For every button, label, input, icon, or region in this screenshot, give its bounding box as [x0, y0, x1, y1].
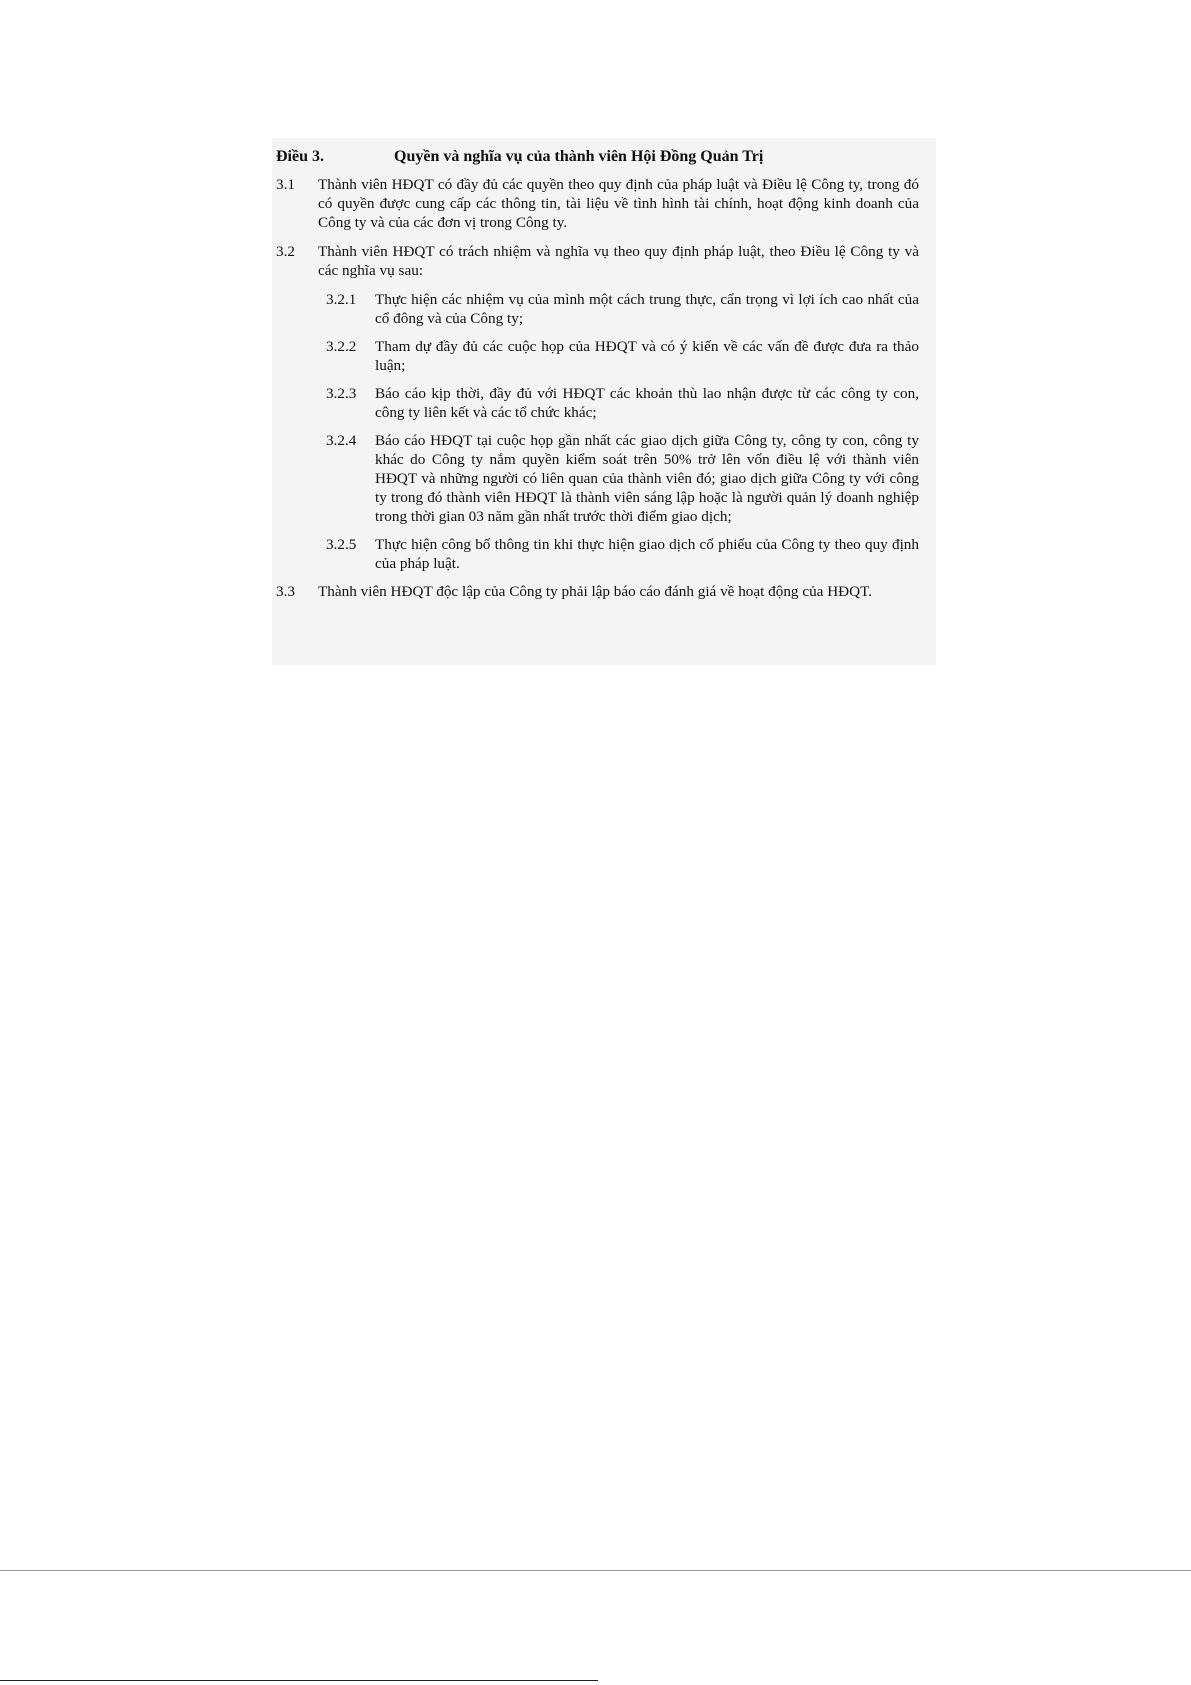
clause-3-2-4: [276, 431, 919, 526]
subclause-number: 3.2.2: [326, 338, 357, 355]
clause-3-2-1: [276, 290, 919, 328]
subclause-number: 3.2.4: [326, 432, 357, 449]
subclause-number: 3.2.5: [326, 536, 357, 553]
clause-text: Thành viên HĐQT độc lập của Công ty phải lập báo cáo đánh giá về hoạt động của HĐQT.: [318, 583, 873, 600]
clause-number: 3.2: [276, 243, 295, 260]
footnote-divider: [0, 1680, 598, 1681]
subclause-number: 3.2.3: [326, 385, 357, 402]
clause-3-1: [276, 175, 919, 232]
article-title: Quyền và nghĩa vụ của thành viên Hội Đồng Quản Trị: [394, 148, 764, 165]
subclause-text: Báo cáo HĐQT tại cuộc họp gần nhất các giao dịch giữa Công ty, công ty con, công ty khác do Công ty nắm quyền kiểm soát trên 50% trở lên vốn điều lệ với thành viên HĐQT và những người có liên quan của thành viên đó; giao dịch giữa Công ty với công ty trong đó thành viên HĐQT là thành viên sáng lập hoặc là người quản lý doanh nghiệp trong thời gian 03 năm gần nhất trước thời điểm giao dịch;: [375, 432, 919, 525]
clause-text: Thành viên HĐQT có đầy đủ các quyền theo quy định của pháp luật và Điều lệ Công ty, trong đó có quyền được cung cấp các thông tin, tài liệu về tình hình tài chính, hoạt động kinh doanh của Công ty và của các đơn vị trong Công ty.: [318, 176, 919, 231]
subclause-text: Tham dự đầy đủ các cuộc họp của HĐQT và có ý kiến về các vấn đề được đưa ra thảo luận;: [375, 338, 919, 374]
clause-3-2-5: [276, 535, 919, 573]
subclause-text: Báo cáo kịp thời, đầy đủ với HĐQT các khoản thù lao nhận được từ các công ty con, công ty liên kết và các tổ chức khác;: [375, 385, 919, 421]
subclause-text: Thực hiện công bố thông tin khi thực hiện giao dịch cổ phiếu của Công ty theo quy định của pháp luật.: [375, 536, 919, 572]
clause-3-2: [276, 242, 919, 280]
footer-divider: [0, 1570, 1191, 1571]
clause-number: 3.1: [276, 176, 295, 193]
clause-text: Thành viên HĐQT có trách nhiệm và nghĩa vụ theo quy định pháp luật, theo Điều lệ Công ty và các nghĩa vụ sau:: [318, 243, 919, 279]
clause-3-2-3: [276, 384, 919, 422]
article-content: [276, 147, 919, 611]
subclause-number: 3.2.1: [326, 291, 357, 308]
clause-number: 3.3: [276, 583, 295, 600]
clause-3-2-2: [276, 337, 919, 375]
article-heading: [276, 147, 919, 166]
subclause-text: Thực hiện các nhiệm vụ của mình một cách trung thực, cẩn trọng vì lợi ích cao nhất của cổ đông và của Công ty;: [375, 291, 919, 327]
article-number: Điều 3.: [276, 148, 324, 165]
clause-3-3: [276, 582, 919, 601]
